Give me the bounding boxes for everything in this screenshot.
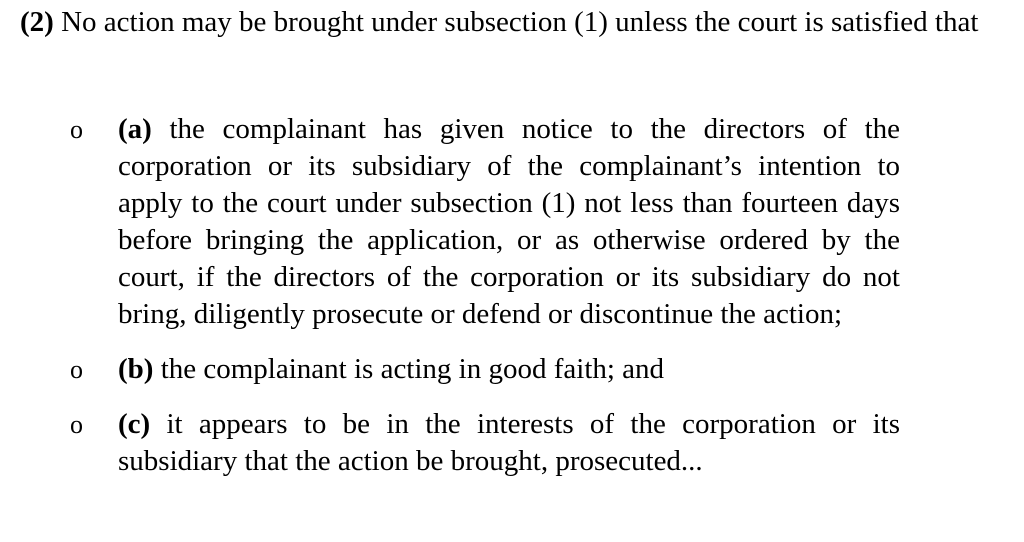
document-body (20, 0, 1004, 477)
list-item (20, 111, 900, 333)
list-item (20, 406, 900, 480)
item-text: the complainant is acting in good faith; and (153, 353, 665, 385)
hollow-bullet-icon: o (70, 355, 83, 384)
hollow-bullet-icon: o (70, 115, 83, 144)
list-item (20, 351, 900, 388)
subsection-2-paragraph (20, 0, 1004, 41)
conditions-list (20, 111, 1004, 480)
item-label: (b) (118, 353, 154, 385)
hollow-bullet-icon: o (70, 410, 83, 439)
item-label: (c) (118, 408, 151, 440)
item-label: (a) (118, 113, 152, 145)
subsection-text: No action may be brought under subsection (1) unless the court is satisfied that (53, 6, 979, 38)
item-text: the complainant has given notice to the directors of the corporation or its subsidiary of the complainant’s intention to apply to the court under subsection (1) not less than fourteen days before bringing the application, or as otherwise ordered by the court, if the directors of the corporation or its subsidiary do not bring, diligently prosecute or defend or discontinue the action; (118, 113, 900, 330)
subsection-label: (2) (20, 6, 54, 38)
item-text: it appears to be in the interests of the corporation or its subsidiary that the action be brought, prosecuted... (118, 408, 900, 477)
